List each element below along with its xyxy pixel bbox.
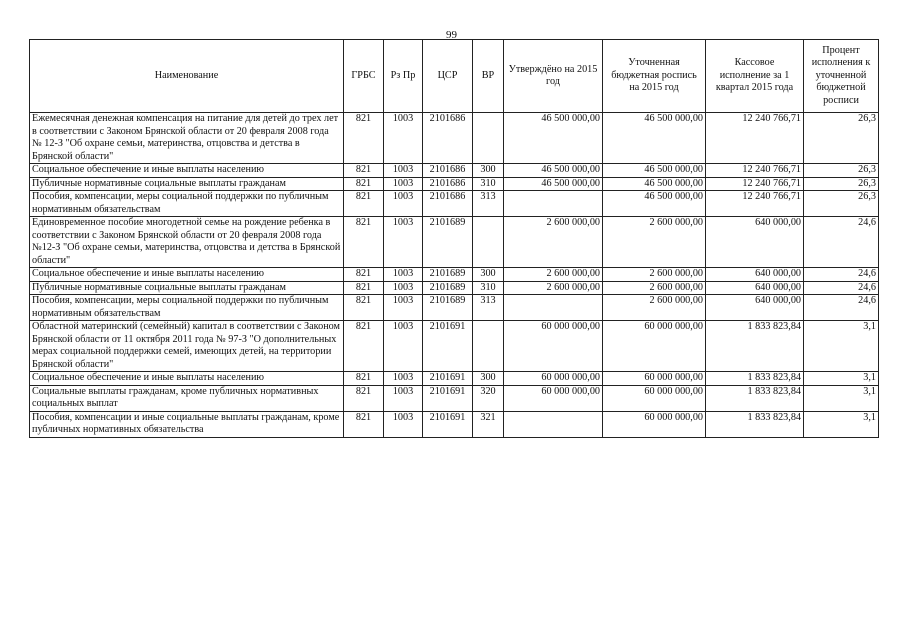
cell-vr: 321 xyxy=(473,411,504,437)
cell-approved: 60 000 000,00 xyxy=(504,372,603,386)
cell-refined: 60 000 000,00 xyxy=(603,321,706,372)
cell-vr: 310 xyxy=(473,177,504,191)
cell-grbs: 821 xyxy=(344,177,384,191)
cell-csr: 2101691 xyxy=(423,385,473,411)
cell-name: Ежемесячная денежная компенсация на питание для детей до трех лет в соответствии с Законом Брянской области от 20 февраля 2008 года № 12-З "Об охране семьи, материнства, отцовства и детства в Брянской области" xyxy=(30,113,344,164)
cell-rzpr: 1003 xyxy=(384,217,423,268)
header-csr: ЦСР xyxy=(423,40,473,113)
table-row xyxy=(30,268,879,282)
cell-rzpr: 1003 xyxy=(384,113,423,164)
header-refined: Уточненная бюджетная роспись на 2015 год xyxy=(603,40,706,113)
cell-rzpr: 1003 xyxy=(384,268,423,282)
cell-percent: 26,3 xyxy=(804,177,879,191)
cell-cash: 640 000,00 xyxy=(706,268,804,282)
cell-rzpr: 1003 xyxy=(384,321,423,372)
cell-name: Социальное обеспечение и иные выплаты населению xyxy=(30,372,344,386)
cell-vr: 313 xyxy=(473,191,504,217)
cell-approved: 60 000 000,00 xyxy=(504,385,603,411)
cell-percent: 24,6 xyxy=(804,268,879,282)
cell-csr: 2101689 xyxy=(423,217,473,268)
cell-approved: 2 600 000,00 xyxy=(504,217,603,268)
cell-rzpr: 1003 xyxy=(384,295,423,321)
cell-grbs: 821 xyxy=(344,321,384,372)
cell-cash: 12 240 766,71 xyxy=(706,164,804,178)
cell-vr: 300 xyxy=(473,268,504,282)
cell-vr: 310 xyxy=(473,281,504,295)
cell-csr: 2101691 xyxy=(423,321,473,372)
cell-refined: 2 600 000,00 xyxy=(603,268,706,282)
cell-csr: 2101689 xyxy=(423,295,473,321)
cell-name: Единовременное пособие многодетной семье на рождение ребенка в соответствии с Законом Брянской области от 20 февраля 2008 года №12-З "Об охране семьи, материнства, отцовства и детства в Брянской области" xyxy=(30,217,344,268)
cell-refined: 2 600 000,00 xyxy=(603,217,706,268)
header-rzpr: Рз Пр xyxy=(384,40,423,113)
table-row xyxy=(30,177,879,191)
cell-cash: 640 000,00 xyxy=(706,217,804,268)
cell-grbs: 821 xyxy=(344,385,384,411)
cell-refined: 2 600 000,00 xyxy=(603,295,706,321)
cell-csr: 2101686 xyxy=(423,177,473,191)
cell-csr: 2101689 xyxy=(423,281,473,295)
header-cash: Кассовое исполнение за 1 квартал 2015 года xyxy=(706,40,804,113)
cell-vr xyxy=(473,217,504,268)
page-number: 99 xyxy=(446,29,457,41)
cell-percent: 26,3 xyxy=(804,113,879,164)
table-row xyxy=(30,385,879,411)
table-row xyxy=(30,281,879,295)
cell-refined: 2 600 000,00 xyxy=(603,281,706,295)
cell-grbs: 821 xyxy=(344,372,384,386)
cell-rzpr: 1003 xyxy=(384,411,423,437)
cell-name: Публичные нормативные социальные выплаты гражданам xyxy=(30,281,344,295)
cell-grbs: 821 xyxy=(344,113,384,164)
cell-vr: 320 xyxy=(473,385,504,411)
cell-cash: 1 833 823,84 xyxy=(706,321,804,372)
cell-rzpr: 1003 xyxy=(384,372,423,386)
cell-cash: 1 833 823,84 xyxy=(706,385,804,411)
cell-csr: 2101686 xyxy=(423,164,473,178)
cell-vr xyxy=(473,321,504,372)
cell-name: Социальное обеспечение и иные выплаты населению xyxy=(30,268,344,282)
cell-approved: 46 500 000,00 xyxy=(504,177,603,191)
header-vr: ВР xyxy=(473,40,504,113)
cell-percent: 3,1 xyxy=(804,372,879,386)
cell-percent: 24,6 xyxy=(804,295,879,321)
cell-percent: 24,6 xyxy=(804,281,879,295)
table-row xyxy=(30,217,879,268)
cell-percent: 3,1 xyxy=(804,321,879,372)
cell-grbs: 821 xyxy=(344,217,384,268)
cell-grbs: 821 xyxy=(344,164,384,178)
cell-approved: 2 600 000,00 xyxy=(504,268,603,282)
cell-percent: 26,3 xyxy=(804,191,879,217)
cell-vr xyxy=(473,113,504,164)
table-row xyxy=(30,411,879,437)
cell-approved xyxy=(504,191,603,217)
cell-approved: 2 600 000,00 xyxy=(504,281,603,295)
cell-rzpr: 1003 xyxy=(384,177,423,191)
cell-name: Социальное обеспечение и иные выплаты населению xyxy=(30,164,344,178)
cell-name: Социальные выплаты гражданам, кроме публичных нормативных социальных выплат xyxy=(30,385,344,411)
cell-rzpr: 1003 xyxy=(384,191,423,217)
cell-grbs: 821 xyxy=(344,281,384,295)
cell-name: Публичные нормативные социальные выплаты гражданам xyxy=(30,177,344,191)
cell-rzpr: 1003 xyxy=(384,385,423,411)
cell-grbs: 821 xyxy=(344,411,384,437)
header-grbs: ГРБС xyxy=(344,40,384,113)
cell-refined: 60 000 000,00 xyxy=(603,411,706,437)
header-percent: Процент исполнения к уточненной бюджетной росписи xyxy=(804,40,879,113)
cell-cash: 640 000,00 xyxy=(706,295,804,321)
cell-cash: 640 000,00 xyxy=(706,281,804,295)
cell-rzpr: 1003 xyxy=(384,281,423,295)
table-row xyxy=(30,321,879,372)
cell-refined: 46 500 000,00 xyxy=(603,164,706,178)
cell-csr: 2101691 xyxy=(423,411,473,437)
table-body xyxy=(30,113,879,438)
cell-vr: 313 xyxy=(473,295,504,321)
cell-cash: 1 833 823,84 xyxy=(706,411,804,437)
cell-csr: 2101691 xyxy=(423,372,473,386)
cell-percent: 3,1 xyxy=(804,411,879,437)
table-header-row xyxy=(30,40,879,113)
table-row xyxy=(30,164,879,178)
table-row xyxy=(30,113,879,164)
cell-name: Пособия, компенсации и иные социальные выплаты гражданам, кроме публичных нормативных обязательства xyxy=(30,411,344,437)
cell-approved: 46 500 000,00 xyxy=(504,164,603,178)
cell-approved: 46 500 000,00 xyxy=(504,113,603,164)
cell-refined: 60 000 000,00 xyxy=(603,385,706,411)
cell-approved: 60 000 000,00 xyxy=(504,321,603,372)
table-row xyxy=(30,191,879,217)
cell-percent: 3,1 xyxy=(804,385,879,411)
cell-vr: 300 xyxy=(473,372,504,386)
cell-csr: 2101686 xyxy=(423,113,473,164)
cell-refined: 46 500 000,00 xyxy=(603,191,706,217)
cell-name: Пособия, компенсации, меры социальной поддержки по публичным нормативным обязательствам xyxy=(30,295,344,321)
cell-cash: 12 240 766,71 xyxy=(706,113,804,164)
cell-name: Областной материнский (семейный) капитал в соответствии с Законом Брянской области от 11 октября 2011 года № 97-З "О дополнительных мерах социальной поддержки семей, имеющих детей, на территории Брянской области" xyxy=(30,321,344,372)
cell-csr: 2101689 xyxy=(423,268,473,282)
cell-name: Пособия, компенсации, меры социальной поддержки по публичным нормативным обязательствам xyxy=(30,191,344,217)
header-approved: Утверждёно на 2015 год xyxy=(504,40,603,113)
table-row xyxy=(30,295,879,321)
cell-cash: 12 240 766,71 xyxy=(706,177,804,191)
cell-approved xyxy=(504,411,603,437)
table-row xyxy=(30,372,879,386)
cell-approved xyxy=(504,295,603,321)
cell-grbs: 821 xyxy=(344,191,384,217)
cell-percent: 24,6 xyxy=(804,217,879,268)
cell-csr: 2101686 xyxy=(423,191,473,217)
header-name: Наименование xyxy=(30,40,344,113)
cell-rzpr: 1003 xyxy=(384,164,423,178)
cell-refined: 46 500 000,00 xyxy=(603,177,706,191)
cell-percent: 26,3 xyxy=(804,164,879,178)
cell-refined: 46 500 000,00 xyxy=(603,113,706,164)
cell-cash: 1 833 823,84 xyxy=(706,372,804,386)
cell-refined: 60 000 000,00 xyxy=(603,372,706,386)
cell-grbs: 821 xyxy=(344,268,384,282)
cell-cash: 12 240 766,71 xyxy=(706,191,804,217)
budget-table xyxy=(29,39,879,438)
cell-vr: 300 xyxy=(473,164,504,178)
cell-grbs: 821 xyxy=(344,295,384,321)
